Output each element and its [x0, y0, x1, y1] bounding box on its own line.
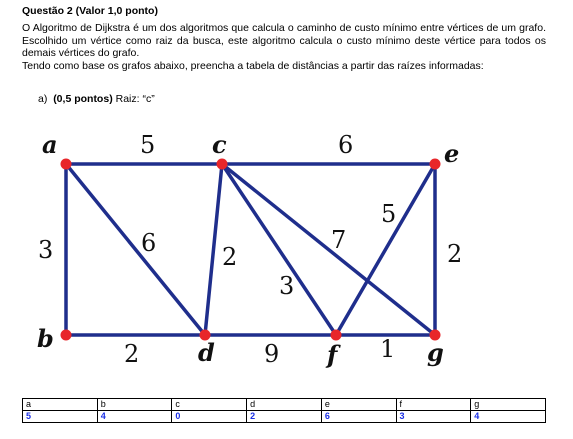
- header-cell-f: f: [396, 399, 471, 411]
- edge-a-d: [66, 164, 205, 335]
- vertex-label-e: e: [444, 139, 460, 168]
- vertex-label-g: g: [427, 338, 444, 367]
- weight-b-d: 2: [124, 340, 140, 368]
- weight-a-d: 6: [141, 229, 157, 257]
- statement-paragraph-2: Tendo como base os grafos abaixo, preencha a tabela de distâncias a partir das raízes informadas:: [22, 59, 484, 72]
- value-cell-e: 6: [321, 411, 396, 423]
- edge-c-f: [222, 164, 336, 335]
- value-cell-g: 4: [471, 411, 546, 423]
- statement-paragraph-1: O Algoritmo de Dijkstra é um dos algoritmos que calcula o caminho de custo mínimo entre vértices de um grafo. Escolhido um vértice como raiz da busca, este algoritmo calcula o custo mínimo deste vértice para todos os demais vértices do grafo.: [22, 22, 546, 60]
- vertex-e-dot: [430, 159, 441, 170]
- vertex-label-d: d: [198, 338, 215, 367]
- vertex-label-b: b: [37, 324, 54, 353]
- weight-e-g: 2: [447, 240, 463, 268]
- header-cell-g: g: [471, 399, 546, 411]
- value-cell-d: 2: [247, 411, 322, 423]
- value-cell-a: 5: [23, 411, 98, 423]
- value-cell-b: 4: [97, 411, 172, 423]
- weight-c-e: 6: [338, 131, 354, 159]
- header-cell-c: c: [172, 399, 247, 411]
- edge-c-g: [222, 164, 435, 335]
- weight-f-g: 1: [380, 335, 396, 363]
- weight-e-f: 5: [381, 200, 397, 228]
- weight-a-b: 3: [38, 236, 54, 264]
- distance-table: [22, 398, 546, 423]
- distance-table-header-row: [23, 399, 546, 411]
- vertex-b-dot: [61, 330, 72, 341]
- vertex-a-dot: [61, 159, 72, 170]
- header-cell-a: a: [23, 399, 98, 411]
- header-cell-e: e: [321, 399, 396, 411]
- edge-e-f: [336, 164, 435, 335]
- item-root: Raiz: “c”: [115, 93, 155, 105]
- value-cell-f: 3: [396, 411, 471, 423]
- weight-c-f: 3: [279, 272, 295, 300]
- weight-c-d: 2: [222, 243, 238, 271]
- question-title: Questão 2 (Valor 1,0 ponto): [22, 5, 158, 17]
- edge-c-d: [205, 164, 222, 335]
- header-cell-b: b: [97, 399, 172, 411]
- graph-edges: [66, 164, 435, 335]
- weight-d-f: 9: [264, 340, 280, 368]
- weight-c-g: 7: [331, 226, 347, 254]
- vertex-label-a: a: [42, 130, 58, 159]
- value-cell-c: 0: [172, 411, 247, 423]
- vertex-label-f: f: [327, 340, 338, 369]
- header-cell-d: d: [247, 399, 322, 411]
- vertex-label-c: c: [212, 130, 227, 159]
- item-prefix: a): [38, 93, 48, 105]
- weight-a-c: 5: [140, 131, 156, 159]
- item-points: (0,5 pontos): [53, 93, 113, 105]
- vertex-f-dot: [331, 330, 342, 341]
- distance-table-value-row: [23, 411, 546, 423]
- vertex-c-dot: [217, 159, 228, 170]
